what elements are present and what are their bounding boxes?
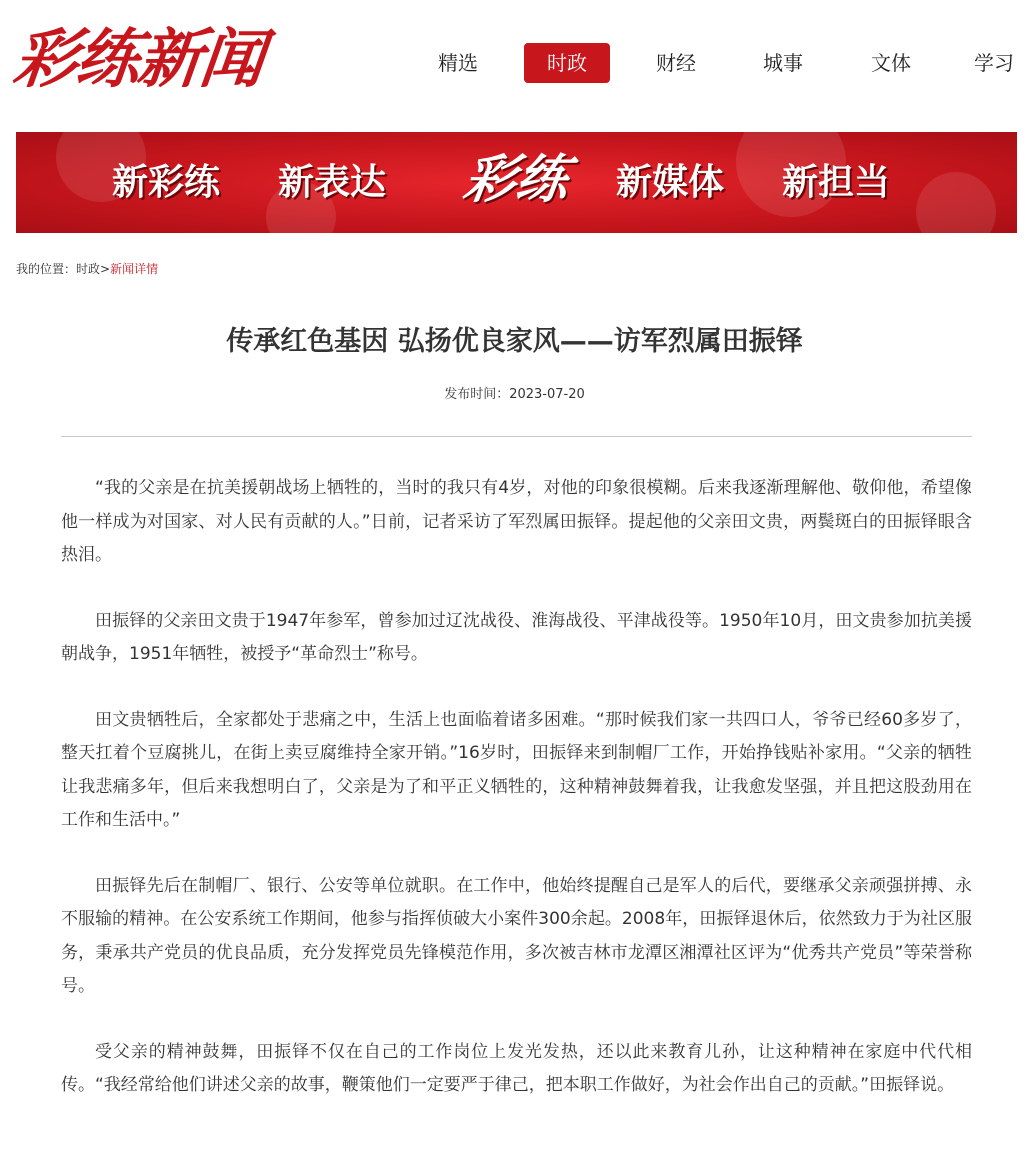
banner-slogan-2: 新表达 (278, 161, 387, 203)
breadcrumb-separator: > (100, 262, 111, 276)
article-title: 传承红色基因 弘扬优良家风——访军烈属田振铎 (226, 326, 803, 357)
nav-item-xuexi[interactable]: 学习 (974, 51, 1014, 75)
article-paragraph: 田振铎先后在制帽厂、银行、公安等单位就职。在工作中，他始终提醒自己是军人的后代，要继承父亲顽强拼搏、永不服输的精神。在公安系统工作期间，他参与指挥侦破大小案件300余起。2008年，田振铎退休后，依然致力于为社区服务，秉承共产党员的优良品质，充分发挥党员先锋模范作用，多次被吉林市龙潭区湘潭社区评为“优秀共产党员”等荣誉称号。 (61, 875, 972, 996)
nav-item-jingxuan[interactable]: 精选 (438, 51, 478, 75)
breadcrumb-section-link[interactable]: 时政 (76, 262, 101, 276)
article-paragraph: 受父亲的精神鼓舞，田振铎不仅在自己的工作岗位上发光发热，还以此来教育儿孙，让这种精神在家庭中代代相传。“我经常给他们讲述父亲的故事，鞭策他们一定要严于律己，把本职工作做好，为社会作出自己的贡献。”田振铎说。 (61, 1041, 972, 1095)
site-logo[interactable]: 彩练新闻 (10, 22, 266, 97)
nav-item-shizheng[interactable]: 时政 (524, 43, 610, 83)
breadcrumb (16, 260, 158, 278)
banner-slogan-3: 新媒体 (616, 161, 725, 203)
breadcrumb-current: 新闻详情 (110, 262, 159, 276)
banner-slogan (16, 132, 1017, 233)
banner-logo: 彩练 (459, 149, 573, 210)
slogan-banner (16, 132, 1017, 233)
banner-slogan-4: 新担当 (782, 161, 891, 203)
nav-item-wenti[interactable]: 文体 (871, 51, 911, 75)
nav-item-chengshi[interactable]: 城事 (763, 51, 803, 75)
article-body (61, 472, 972, 1135)
title-divider (61, 436, 972, 437)
publish-time: 发布时间：2023-07-20 (444, 387, 585, 402)
article-paragraph: 田振铎的父亲田文贵于1947年参军，曾参加过辽沈战役、淮海战役、平津战役等。1950年10月，田文贵参加抗美援朝战争，1951年牺牲，被授予“革命烈士”称号。 (61, 610, 972, 664)
breadcrumb-prefix: 我的位置： (16, 262, 77, 276)
nav-item-caijing[interactable]: 财经 (656, 51, 696, 75)
article-paragraph: 田文贵牺牲后，全家都处于悲痛之中，生活上也面临着诸多困难。“那时候我们家一共四口人，爷爷已经60多岁了，整天扛着个豆腐挑儿，在街上卖豆腐维持全家开销。”16岁时，田振铎来到制帽厂工作，开始挣钱贴补家用。“父亲的牺牲让我悲痛多年，但后来我想明白了，父亲是为了和平正义牺牲的，这种精神鼓舞着我，让我愈发坚强，并且把这股劲用在工作和生活中。” (61, 709, 972, 830)
article-paragraph: “我的父亲是在抗美援朝战场上牺牲的，当时的我只有4岁，对他的印象很模糊。后来我逐渐理解他、敬仰他，希望像他一样成为对国家、对人民有贡献的人。”日前，记者采访了军烈属田振铎。提起他的父亲田文贵，两鬓斑白的田振铎眼含热泪。 (61, 478, 972, 565)
site-header (0, 0, 1029, 120)
banner-slogan-1: 新彩练 (112, 161, 221, 203)
